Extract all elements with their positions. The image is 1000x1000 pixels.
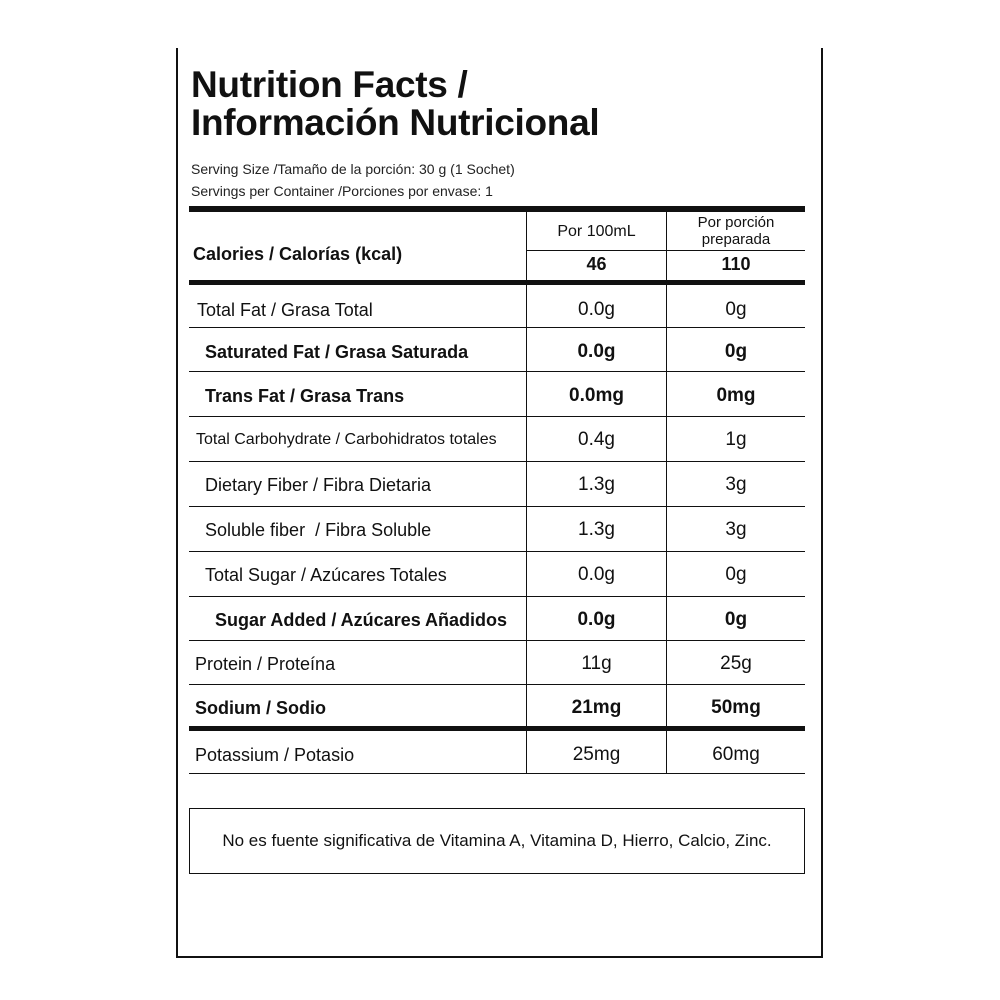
- nutrient-row-dietary-fiber: [189, 463, 805, 507]
- calories-value-per-serving: 110: [721, 254, 751, 274]
- calories-value-per-100ml: 46: [586, 254, 607, 274]
- nutrient-name: Potassium / Potasio: [195, 745, 355, 765]
- nutrient-value-per-serving: 1g: [725, 429, 747, 450]
- nutrient-row-total-carbohydrate: [189, 418, 805, 462]
- nutrient-value-per-serving: 60mg: [712, 744, 760, 765]
- servings-per-container-text: Servings per Container /Porciones por envase: 1: [191, 183, 493, 199]
- nutrient-name: Sugar Added / Azúcares Añadidos: [215, 610, 508, 630]
- nutrient-value-per-100ml: 0.0mg: [569, 385, 624, 406]
- row-divider: [189, 551, 805, 552]
- nutrient-value-per-100ml: 21mg: [571, 697, 622, 718]
- nutrient-name: Soluble fiber / Fibra Soluble: [205, 520, 432, 540]
- nutrient-value-per-serving: 0mg: [716, 385, 756, 406]
- nutrient-value-per-serving: 0g: [724, 609, 748, 630]
- nutrient-value-per-100ml: 0.4g: [578, 429, 615, 450]
- calories-label: Calories / Calorías (kcal): [193, 244, 403, 264]
- top-thick-rule: [189, 206, 805, 212]
- nutrient-name: Total Carbohydrate / Carbohidratos totales: [196, 431, 497, 448]
- title-line-english: Nutrition Facts /: [191, 64, 468, 105]
- nutrient-value-per-serving: 0g: [725, 299, 747, 320]
- nutrient-value-per-100ml: 25mg: [572, 744, 621, 765]
- nutrient-value-per-serving: 3g: [725, 474, 747, 495]
- column-header-per-serving-line2: preparada: [701, 231, 771, 248]
- nutrient-name: Protein / Proteína: [195, 654, 336, 674]
- nutrient-value-per-100ml: 0.0g: [578, 299, 615, 320]
- nutrient-value-per-100ml: 1.3g: [578, 519, 615, 540]
- nutrient-value-per-100ml: 0.0g: [577, 341, 616, 362]
- nutrient-name: Sodium / Sodio: [195, 698, 326, 718]
- footnote-box: No es fuente significativa de Vitamina A, Vitamina D, Hierro, Calcio, Zinc.: [189, 808, 805, 874]
- nutrient-row-trans-fat: [189, 374, 805, 418]
- column-divider-2: [666, 212, 667, 774]
- sodium-thick-rule: [189, 726, 805, 731]
- row-divider: [189, 416, 805, 417]
- nutrient-name: Trans Fat / Grasa Trans: [205, 386, 405, 406]
- nutrient-row-total-fat: [189, 288, 805, 332]
- nutrient-value-per-serving: 0g: [725, 564, 747, 585]
- nutrient-name: Total Fat / Grasa Total: [197, 300, 373, 320]
- row-divider: [189, 461, 805, 462]
- nutrient-value-per-serving: 50mg: [711, 697, 761, 718]
- nutrient-row-sugar-added: [189, 598, 805, 642]
- title-line-spanish: Información Nutricional: [191, 102, 600, 143]
- nutrient-row-protein: [189, 642, 805, 686]
- nutrient-row-total-sugar: [189, 553, 805, 597]
- nutrient-row-saturated-fat: [189, 330, 805, 374]
- nutrient-name: Dietary Fiber / Fibra Dietaria: [205, 475, 432, 495]
- calories-thick-rule: [189, 280, 805, 285]
- row-divider: [189, 773, 805, 774]
- nutrient-value-per-100ml: 1.3g: [578, 474, 615, 495]
- label-title: [191, 66, 599, 142]
- column-header-per-serving: [667, 214, 805, 248]
- row-divider: [189, 684, 805, 685]
- nutrient-row-sodium: [189, 686, 805, 730]
- column-divider-1: [526, 212, 527, 774]
- row-divider: [189, 506, 805, 507]
- nutrient-value-per-serving: 3g: [725, 519, 747, 540]
- row-divider: [189, 327, 805, 328]
- nutrient-value-per-serving: 0g: [724, 341, 748, 362]
- row-divider: [189, 640, 805, 641]
- nutrient-value-per-100ml: 0.0g: [578, 564, 615, 585]
- row-divider: [189, 371, 805, 372]
- nutrient-value-per-serving: 25g: [720, 653, 752, 674]
- nutrient-value-per-100ml: 11g: [581, 653, 612, 674]
- nutrient-row-soluble-fiber: [189, 508, 805, 552]
- row-divider: [189, 596, 805, 597]
- nutrient-name: Saturated Fat / Grasa Saturada: [205, 342, 469, 362]
- column-header-per-100ml: Por 100mL: [557, 223, 636, 240]
- nutrient-name: Total Sugar / Azúcares Totales: [205, 565, 447, 585]
- nutrient-row-potassium: [189, 733, 805, 777]
- nutrient-value-per-100ml: 0.0g: [577, 609, 616, 630]
- column-header-per-serving-line1: Por porción: [697, 214, 775, 231]
- serving-size-text: Serving Size /Tamaño de la porción: 30 g (1 Sochet): [191, 161, 515, 177]
